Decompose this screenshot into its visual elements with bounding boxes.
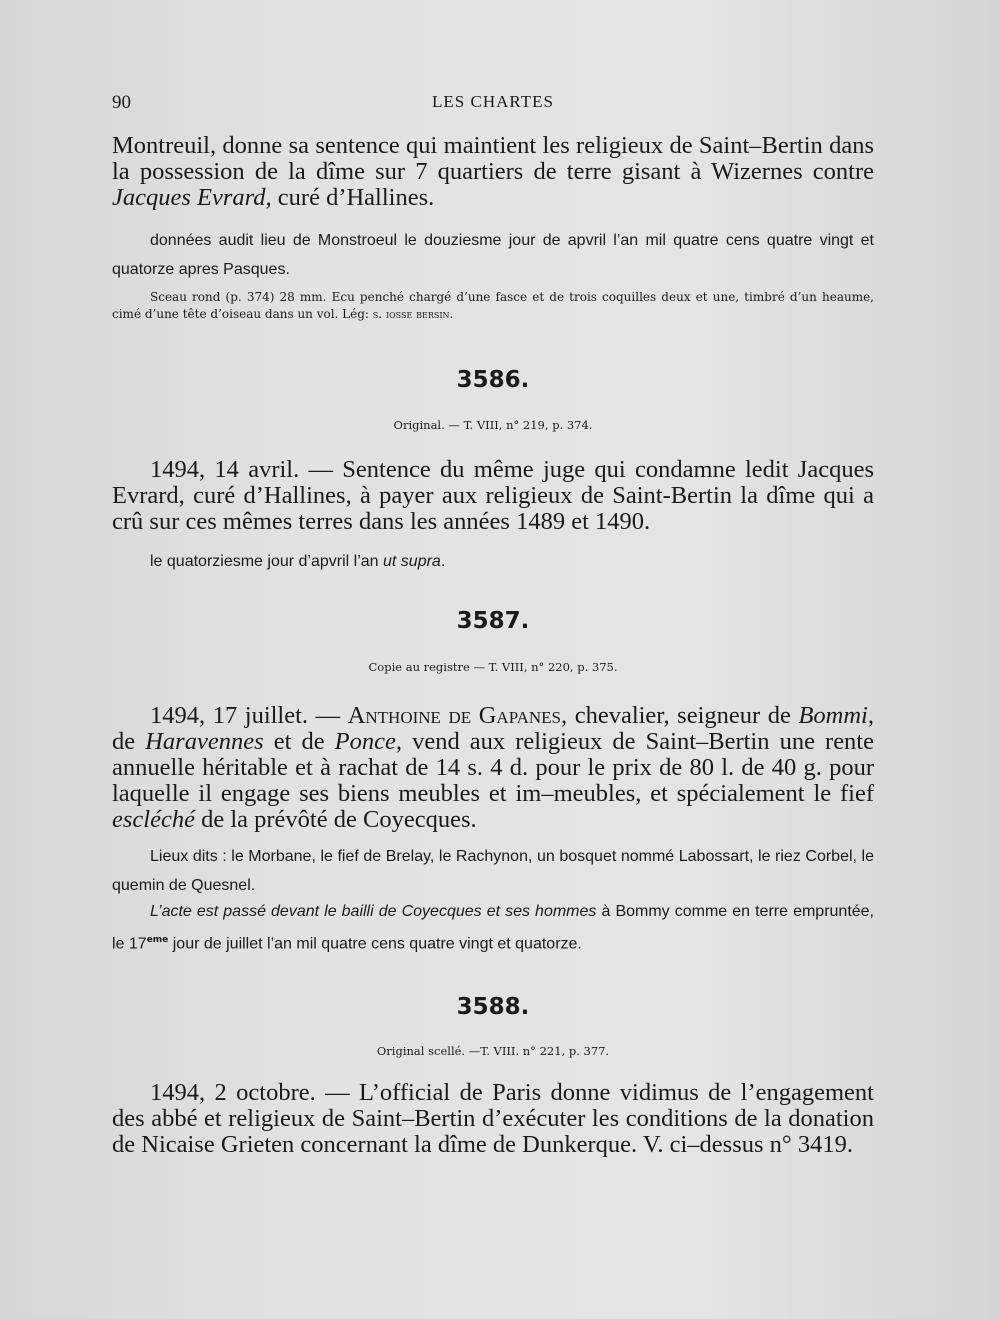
quote-3586 [112, 547, 874, 576]
quote-text-end: jour de juillet l’an mil quatre cens quatre vingt et quatorze. [168, 935, 582, 953]
quote-italic: L’acte est passé devant le bailli de Coyecques et ses hommes [150, 903, 597, 920]
entry-number-3587: 3587. [456, 608, 530, 634]
quote-text: le quatorziesme jour d’apvril l’an [150, 553, 383, 570]
text-segment: et de [263, 728, 335, 755]
seal-text: Sceau rond (p. 374) 28 mm. Ecu penché chargé d’une fasce et de trois coquilles deux et une, timbré d’un heaume, cimé d’une tête d’oiseau dans un vol. Lég: [112, 290, 874, 321]
entry-number-3588: 3588. [456, 994, 530, 1020]
text-segment: de la prévôté de Coyecques. [194, 806, 477, 833]
entry-text-3588: 1494, 2 octobre. — L’official de Paris donne vidimus de l’engagement des abbé et religieux de Saint–Bertin d’exécuter les conditions de la donation de Nicaise Grieten concernant la dîme de Dunkerque. V. ci–dessus n° 3419. [112, 1079, 874, 1158]
entry-text-3587 [112, 703, 874, 833]
source-3587: Copie au registre — T. VIII, n° 220, p. 375. [368, 660, 618, 674]
quote-end: . [440, 553, 446, 570]
quote-3587-places: Lieux dits : le Morbane, le fief de Brelay, le Rachynon, un bosquet nommé Labossart, le riez Corbel, le quemin de Quesnel. [112, 848, 874, 894]
continued-text: Montreuil, donne sa sentence qui maintient les religieux de Saint–Bertin dans la possession de la dîme sur 7 quartiers de terre gisant à Wizernes contre [112, 132, 874, 185]
text-segment: de [112, 728, 146, 755]
source-3588: Original scellé. —T. VIII. n° 221, p. 377. [376, 1044, 610, 1058]
seal-legend: s. iosse bersin. [372, 307, 454, 321]
entry-number-3586: 3586. [456, 367, 530, 393]
continued-paragraph [112, 133, 874, 211]
place-name: Bommi, [798, 702, 874, 729]
continued-text-end: curé d’Hallines. [271, 184, 435, 211]
quote-3587-act [112, 897, 874, 958]
entry-text-3586: 1494, 14 avril. — Sentence du même juge qui condamne ledit Jacques Evrard, curé d’Hallines, à payer aux religieux de Saint-Bertin la dîme qui a crû sur ces mêmes terres dans les années 1489 et 1490. [112, 456, 874, 535]
quote-text: à Bommy comme en terre empruntée, le 17 [112, 903, 875, 953]
text-segment: vend aux religieux de Saint–Bertin une rente annuelle héritable et à rachat de 14 s. 4 d. pour le prix de 80 l. de 40 g. pour laquelle il engage ses biens meubles et im–meubles, et spécialement le fief [112, 728, 874, 807]
running-title: LES CHARTES [432, 92, 554, 111]
term-italic: escléché [112, 806, 195, 833]
source-3586: Original. — T. VIII, n° 219, p. 374. [393, 418, 593, 432]
ordinal-suffix: eme [146, 935, 169, 945]
entry-date: 1494, 17 juillet. — [150, 702, 348, 729]
continued-quote: données audit lieu de Monstroeul le douziesme jour de apvril l’an mil quatre cens quatre vingt et quatorze apres Pasques. [112, 232, 874, 278]
text-segment: chevalier, seigneur de [567, 702, 799, 729]
page-number: 90 [112, 92, 131, 113]
seal-description [112, 289, 874, 323]
person-name-italic: Jacques Evrard, [112, 184, 272, 211]
person-name: Anthoine de Gapanes, [347, 702, 568, 729]
place-name: Haravennes [145, 728, 264, 755]
quote-italic: ut supra [383, 553, 441, 570]
place-name: Ponce, [334, 728, 403, 755]
page-header [112, 92, 874, 122]
